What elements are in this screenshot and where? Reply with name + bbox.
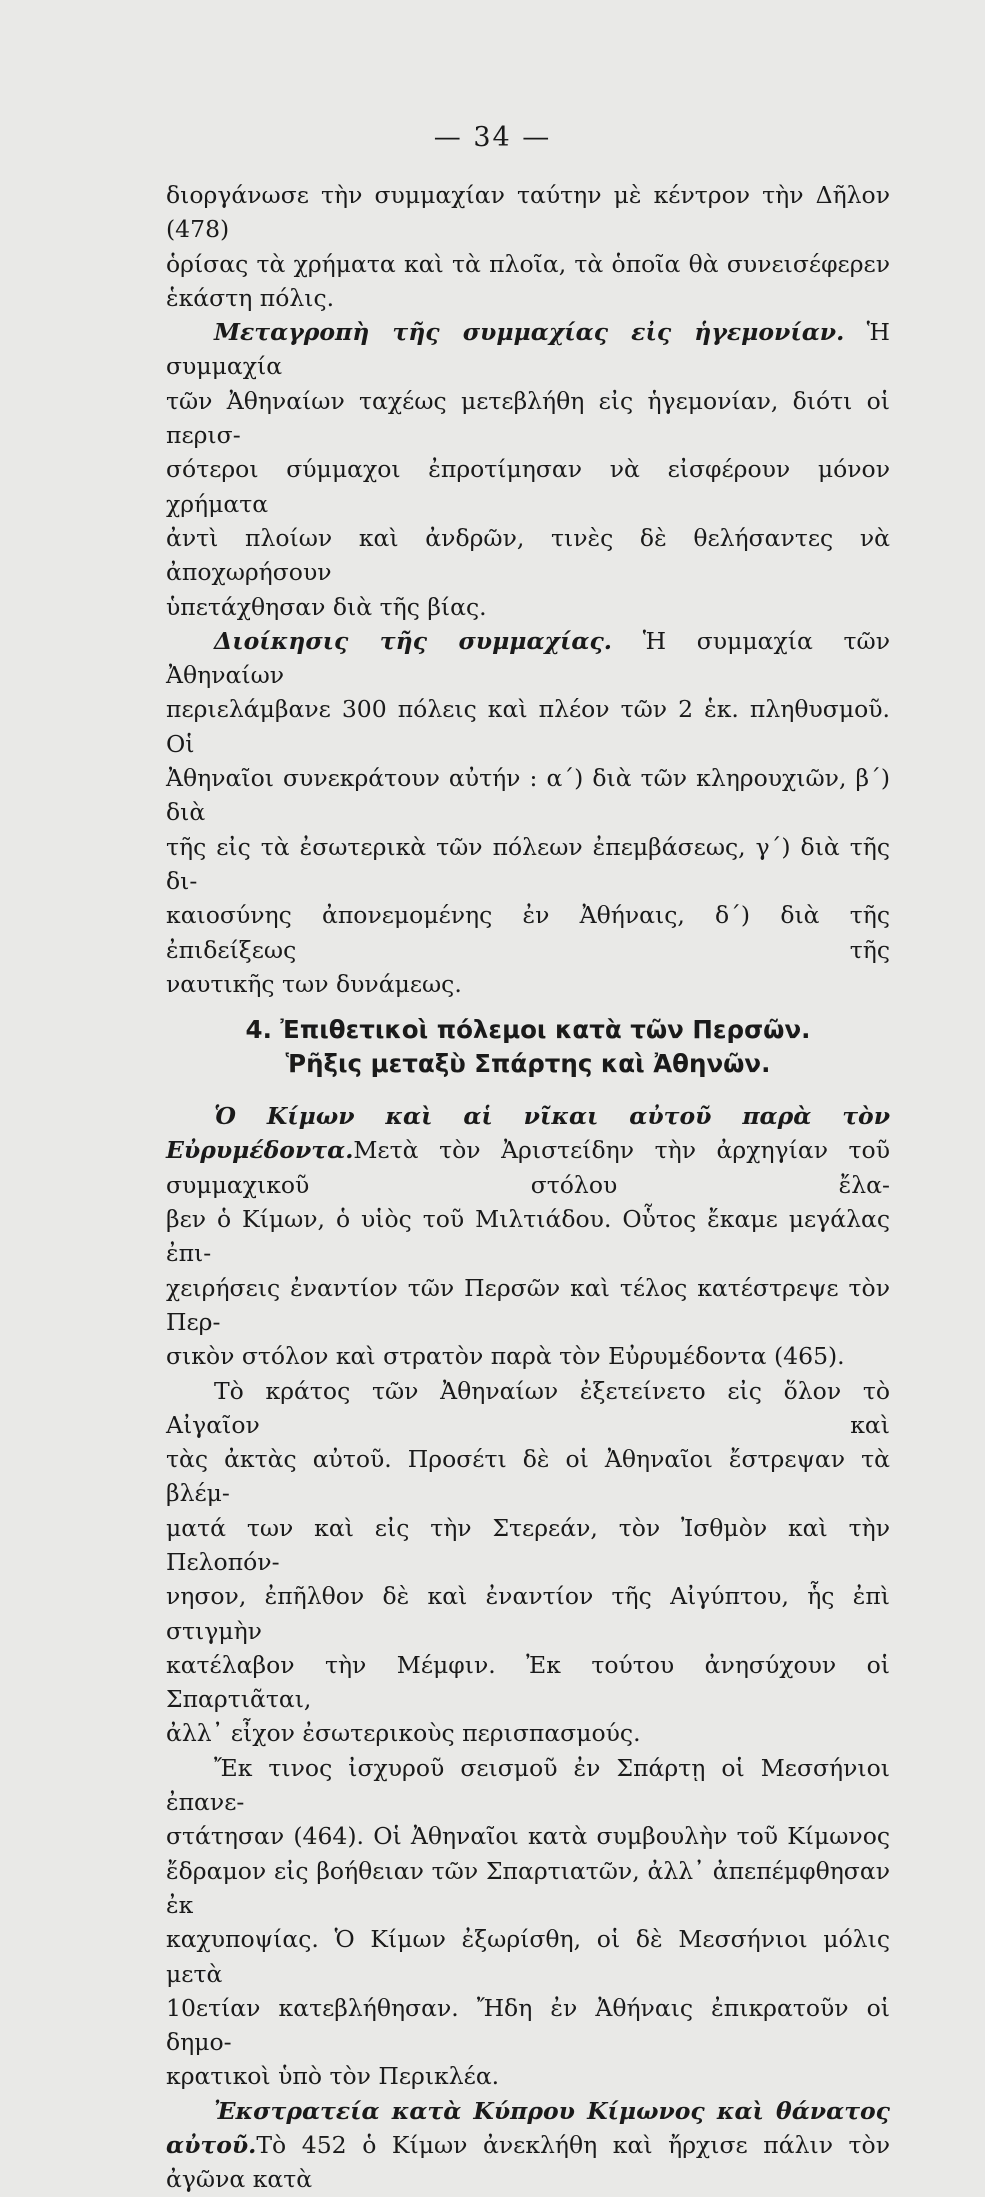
text-line: [166, 1511, 890, 1580]
text-line: [166, 315, 890, 384]
text-line: [166, 1648, 890, 1717]
text-line: [166, 1374, 890, 1443]
text-line: [166, 1271, 890, 1340]
line-text: σικὸν στόλον καὶ στρατὸν παρὰ τὸν Εὐρυμέδοντα (465).: [166, 1342, 845, 1371]
text-line: [166, 898, 890, 967]
paragraph-title: Ἐκστρατεία κατὰ Κύπρου Κίμωνος καὶ θάνατος αὐτοῦ.: [166, 2096, 890, 2160]
text-line: [166, 761, 890, 830]
line-text: ματά των καὶ εἰς τὴν Στερεάν, τὸν Ἰσθμὸν καὶ τὴν Πελοπόν-: [166, 1513, 890, 1576]
line-text: νησον, ἐπῆλθον δὲ καὶ ἐναντίον τῆς Αἰγύπτου, ἧς ἐπὶ στιγμὴν: [166, 1582, 890, 1645]
line-text: ἀλλ᾽ εἶχον ἐσωτερικοὺς περισπασμούς.: [166, 1719, 641, 1748]
text-line: [166, 452, 890, 521]
line-text: στάτησαν (464). Οἱ Ἀθηναῖοι κατὰ συμβουλὴν τοῦ Κίμωνος: [166, 1822, 890, 1851]
section-heading-line-2: Ῥῆξις μεταξὺ Σπάρτης καὶ Ἀθηνῶν.: [285, 1049, 771, 1079]
text-line: [166, 1991, 890, 2060]
text-line: [166, 624, 890, 693]
line-text: ἀντὶ πλοίων καὶ ἀνδρῶν, τινὲς δὲ θελήσαντες νὰ ἀποχωρήσουν: [166, 523, 890, 587]
line-text: 10ετίαν κατεβλήθησαν. Ἤδη ἐν Ἀθήναις ἐπικρατοῦν οἱ δημο-: [166, 1993, 890, 2057]
paragraph-title: Ὁ Κίμων καὶ αἱ νῖκαι αὐτοῦ παρὰ τὸν Εὐρυμέδοντα.: [166, 1102, 890, 1165]
line-text: ὑπετάχθησαν διὰ τῆς βίας.: [166, 592, 487, 621]
line-text: κρατικοὶ ὑπὸ τὸν Περικλέα.: [166, 2062, 500, 2091]
line-text: καιοσύνης ἀπονεμομένης ἐν Ἀθήναις, δ΄) διὰ τῆς ἐπιδείξεως τῆς: [166, 901, 890, 964]
text-line: [166, 1202, 890, 1271]
text-block-2: [166, 1099, 890, 2197]
line-text: Τὸ 452 ὁ Κίμων ἀνεκλήθη καὶ ἤρχισε πάλιν τὸν ἀγῶνα κατὰ: [166, 2131, 890, 2194]
text-line: [166, 1751, 890, 1820]
line-text: χειρήσεις ἐναντίον τῶν Περσῶν καὶ τέλος κατέστρεψε τὸν Περ-: [166, 1273, 890, 1336]
line-text: Ἡ συμμαχία τῶν Ἀθηναίων: [166, 626, 890, 690]
line-text: Ἔκ τινος ἰσχυροῦ σεισμοῦ ἐν Σπάρτῃ οἱ Μεσσήνιοι ἐπανε-: [166, 1753, 890, 1817]
page-text: [166, 178, 890, 2197]
line-text: Μετὰ τὸν Ἀριστείδην τὴν ἀρχηγίαν τοῦ συμμαχικοῦ στόλου ἔλα-: [166, 1136, 890, 1199]
text-line: [166, 830, 890, 899]
line-text: ναυτικῆς των δυνάμεως.: [166, 969, 462, 998]
text-line: [166, 1099, 890, 1202]
line-text: ἑκάστη πόλις.: [166, 283, 335, 312]
line-text: ἔδραμον εἰς βοήθειαν τῶν Σπαρτιατῶν, ἀλλ᾽ ἀπεπέμφθησαν ἐκ: [166, 1856, 890, 1919]
text-block-1: [166, 178, 890, 1001]
text-line: [166, 384, 890, 453]
line-text: διοργάνωσε τὴν συμμαχίαν ταύτην μὲ κέντρον τὴν Δῆλον (478): [166, 181, 890, 244]
text-line: [166, 521, 890, 590]
text-line: [166, 1854, 890, 1923]
paragraph-title: Διοίκησις τῆς συμμαχίας.: [214, 626, 612, 655]
text-line: [166, 1922, 890, 1991]
text-line: [166, 178, 890, 247]
text-line: [166, 1819, 890, 1853]
line-text: τὰς ἀκτὰς αὐτοῦ. Προσέτι δὲ οἱ Ἀθηναῖοι ἔστρεψαν τὰ βλέμ-: [166, 1445, 890, 1508]
section-heading: [166, 1013, 890, 1081]
line-text: βεν ὁ Κίμων, ὁ υἱὸς τοῦ Μιλτιάδου. Οὗτος ἔκαμε μεγάλας ἐπι-: [166, 1205, 890, 1268]
text-line: [166, 692, 890, 761]
line-text: περιελάμβανε 300 πόλεις καὶ πλέον τῶν 2 ἑκ. πληθυσμοῦ. Οἱ: [166, 695, 890, 758]
text-line: [166, 590, 890, 624]
line-text: σότεροι σύμμαχοι ἐπροτίμησαν νὰ εἰσφέρουν μόνον χρήματα: [166, 455, 890, 518]
line-text: κατέλαβον τὴν Μέμφιν. Ἐκ τούτου ἀνησύχουν οἱ Σπαρτιᾶται,: [166, 1650, 890, 1714]
text-line: [166, 2094, 890, 2197]
line-text: ὁρίσας τὰ χρήματα καὶ τὰ πλοῖα, τὰ ὁποῖα θὰ συνεισέφερεν: [166, 249, 890, 278]
text-line: [166, 1716, 890, 1750]
section-heading-line-1: 4. Ἐπιθετικοὶ πόλεμοι κατὰ τῶν Περσῶν.: [245, 1015, 811, 1045]
text-line: [166, 1579, 890, 1648]
line-text: τῶν Ἀθηναίων ταχέως μετεβλήθη εἰς ἡγεμονίαν, διότι οἱ περισ-: [166, 386, 890, 450]
text-line: [166, 1442, 890, 1511]
line-text: Τὸ κράτος τῶν Ἀθηναίων ἐξετείνετο εἰς ὅλον τὸ Αἰγαῖον καὶ: [166, 1376, 890, 1439]
text-line: [166, 1339, 890, 1373]
line-text: τῆς εἰς τὰ ἐσωτερικὰ τῶν πόλεων ἐπεμβάσεως, γ΄) διὰ τῆς δι-: [166, 832, 890, 895]
line-text: καχυποψίας. Ὁ Κίμων ἐξωρίσθη, οἱ δὲ Μεσσήνιοι μόλις μετὰ: [166, 1925, 890, 1988]
page-number: — 34 —: [433, 122, 552, 153]
text-line: [166, 281, 890, 315]
line-text: Ἀθηναῖοι συνεκράτουν αὐτήν : α΄) διὰ τῶν κληρουχιῶν, β΄) διὰ: [166, 764, 890, 827]
paragraph-title: Μεταγροπὴ τῆς συμμαχίας εἰς ἡγεμονίαν.: [214, 318, 845, 347]
text-line: [166, 967, 890, 1001]
line-text: Ἡ συμμαχία: [166, 318, 890, 381]
text-line: [166, 2059, 890, 2093]
text-line: [166, 247, 890, 281]
